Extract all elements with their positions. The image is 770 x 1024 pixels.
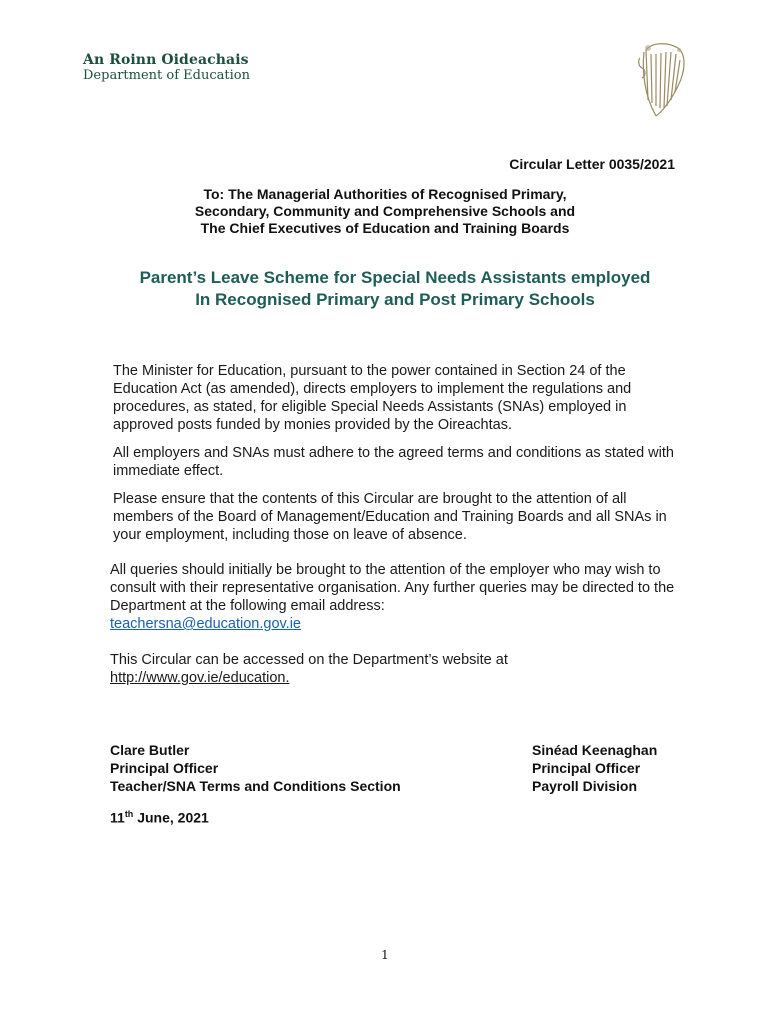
signatory-section: Teacher/SNA Terms and Conditions Section: [110, 778, 401, 794]
page-number: 1: [381, 948, 389, 962]
date-rest: June, 2021: [133, 809, 209, 826]
date-day: 11: [110, 809, 125, 826]
recipients-line: Secondary, Community and Comprehensive Schools and: [194, 203, 576, 219]
signatory-title: Principal Officer: [532, 760, 641, 776]
paragraph-minister-directive: The Minister for Education, pursuant to the power contained in Section 24 of the Education Act (as amended), directs employers to implement the regulations and procedures, as stated, for eligible Special Needs Assistants (SNAs) employed in approved posts funded by monies provided by the Oireachtas.: [113, 363, 632, 433]
website-link[interactable]: http://www.gov.ie/education.: [110, 670, 290, 686]
signatory-right: [532, 741, 657, 795]
signatory-name: Sinéad Keenaghan: [532, 742, 658, 758]
signatory-left: [110, 741, 401, 795]
circular-title: [90, 267, 700, 311]
department-name-english: Department of Education: [83, 68, 250, 83]
paragraph-adherence: All employers and SNAs must adhere to the agreed terms and conditions as stated with immediate effect.: [113, 445, 674, 479]
harp-emblem-icon: [634, 40, 688, 118]
recipients-line: The Chief Executives of Education and Training Boards: [200, 220, 570, 236]
recipients-block: [120, 186, 650, 237]
issue-date: [110, 809, 209, 826]
title-line: Parent’s Leave Scheme for Special Needs Assistants employed: [139, 268, 651, 287]
title-line: In Recognised Primary and Post Primary Schools: [195, 290, 595, 309]
signatory-title: Principal Officer: [110, 760, 219, 776]
paragraph-queries: [110, 561, 690, 633]
website-text: This Circular can be accessed on the Department’s website at: [110, 652, 508, 668]
department-name-irish: An Roinn Oideachais: [83, 52, 249, 68]
queries-text: All queries should initially be brought to the attention of the employer who may wish to consult with their representative organisation. Any further queries may be directed to the Department at the following email address:: [110, 562, 675, 614]
paragraph-attention: Please ensure that the contents of this Circular are brought to the attention of all members of the Board of Management/Education and Training Boards and all SNAs in your employment, including those on leave of absence.: [113, 491, 667, 543]
email-link[interactable]: teachersna@education.gov.ie: [110, 616, 301, 632]
date-suffix: th: [124, 809, 134, 819]
recipients-line: To: The Managerial Authorities of Recognised Primary,: [203, 186, 567, 202]
signatory-section: Payroll Division: [532, 778, 638, 794]
circular-number: Circular Letter 0035/2021: [509, 156, 675, 172]
paragraph-website: [110, 651, 690, 687]
signatory-name: Clare Butler: [110, 742, 190, 758]
